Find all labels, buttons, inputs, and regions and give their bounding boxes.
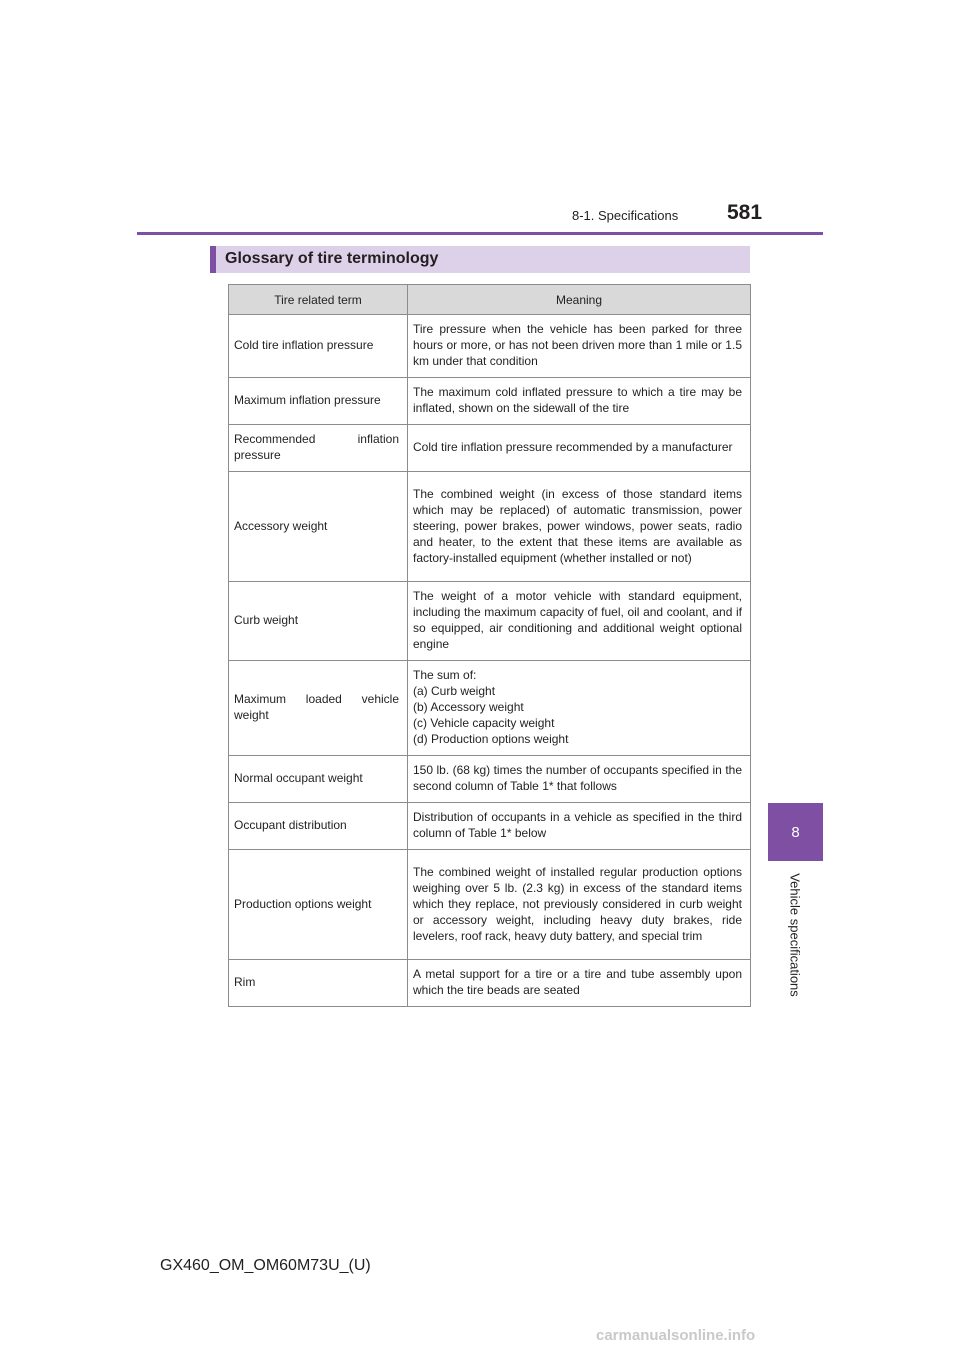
meaning-cell: The combined weight of installed regular production options weighing over 5 lb. (2.3 kg) in excess of the standard items which they replace, not previously considered in curb weight or accessory weight, including heavy duty brakes, ride levelers, roof rack, heavy duty battery, and special trim [408,850,751,960]
meaning-line: (b) Accessory weight [413,700,524,714]
section-heading: Glossary of tire terminology [225,250,439,267]
chapter-number: 8 [791,823,800,841]
meaning-cell: The maximum cold inflated pressure to which a tire may be inflated, shown on the sidewall of the tire [408,378,751,425]
meaning-cell: The combined weight (in excess of those standard items which may be replaced) of automatic transmission, power steering, power brakes, power windows, power seats, radio and heater, to the extent that these items are available as factory-installed equipment (whether installed or not) [408,472,751,582]
term-cell: Maximum inflation pressure [229,378,408,425]
meaning-line: (d) Production options weight [413,732,569,746]
table-row [229,756,751,803]
meaning-cell [408,661,751,756]
term-cell: Occupant distribution [229,803,408,850]
running-header-section: 8-1. Specifications [572,208,679,223]
meaning-cell: Cold tire inflation pressure recommended by a manufacturer [408,425,751,472]
table-row [229,850,751,960]
table-row [229,472,751,582]
term-cell: Maximum loaded vehicle weight [229,661,408,756]
column-header-meaning: Meaning [408,285,751,315]
table-row [229,425,751,472]
chapter-tab [768,803,823,861]
term-cell: Rim [229,960,408,1007]
term-cell: Normal occupant weight [229,756,408,803]
watermark: carmanualsonline.info [596,1327,756,1344]
meaning-line: The sum of: [413,668,477,682]
term-cell: Cold tire inflation pressure [229,315,408,378]
meaning-line: (a) Curb weight [413,684,496,698]
table-row [229,960,751,1007]
page-number: 581 [727,201,763,224]
section-heading-bar [210,246,750,273]
term-cell: Curb weight [229,582,408,661]
table-header-row [229,285,751,315]
glossary-table [228,284,751,1007]
table-row [229,661,751,756]
meaning-cell: 150 lb. (68 kg) times the number of occupants specified in the second column of Table 1* that follows [408,756,751,803]
table-row [229,582,751,661]
term-cell: Production options weight [229,850,408,960]
meaning-cell: A metal support for a tire or a tire and tube assembly upon which the tire beads are seated [408,960,751,1007]
header-rule [137,232,823,235]
chapter-title: Vehicle specifications [787,873,803,997]
term-cell: Accessory weight [229,472,408,582]
meaning-cell: Tire pressure when the vehicle has been parked for three hours or more, or has not been driven more than 1 mile or 1.5 km under that condition [408,315,751,378]
column-header-term: Tire related term [229,285,408,315]
table-row [229,315,751,378]
document-code: GX460_OM_OM60M73U_(U) [160,1257,371,1274]
meaning-line: (c) Vehicle capacity weight [413,716,555,730]
meaning-cell: The weight of a motor vehicle with standard equipment, including the maximum capacity of fuel, oil and coolant, and if so equipped, air conditioning and additional weight optional engine [408,582,751,661]
table-row [229,378,751,425]
meaning-cell: Distribution of occupants in a vehicle as specified in the third column of Table 1* below [408,803,751,850]
term-cell: Recommended inflation pressure [229,425,408,472]
table-row [229,803,751,850]
